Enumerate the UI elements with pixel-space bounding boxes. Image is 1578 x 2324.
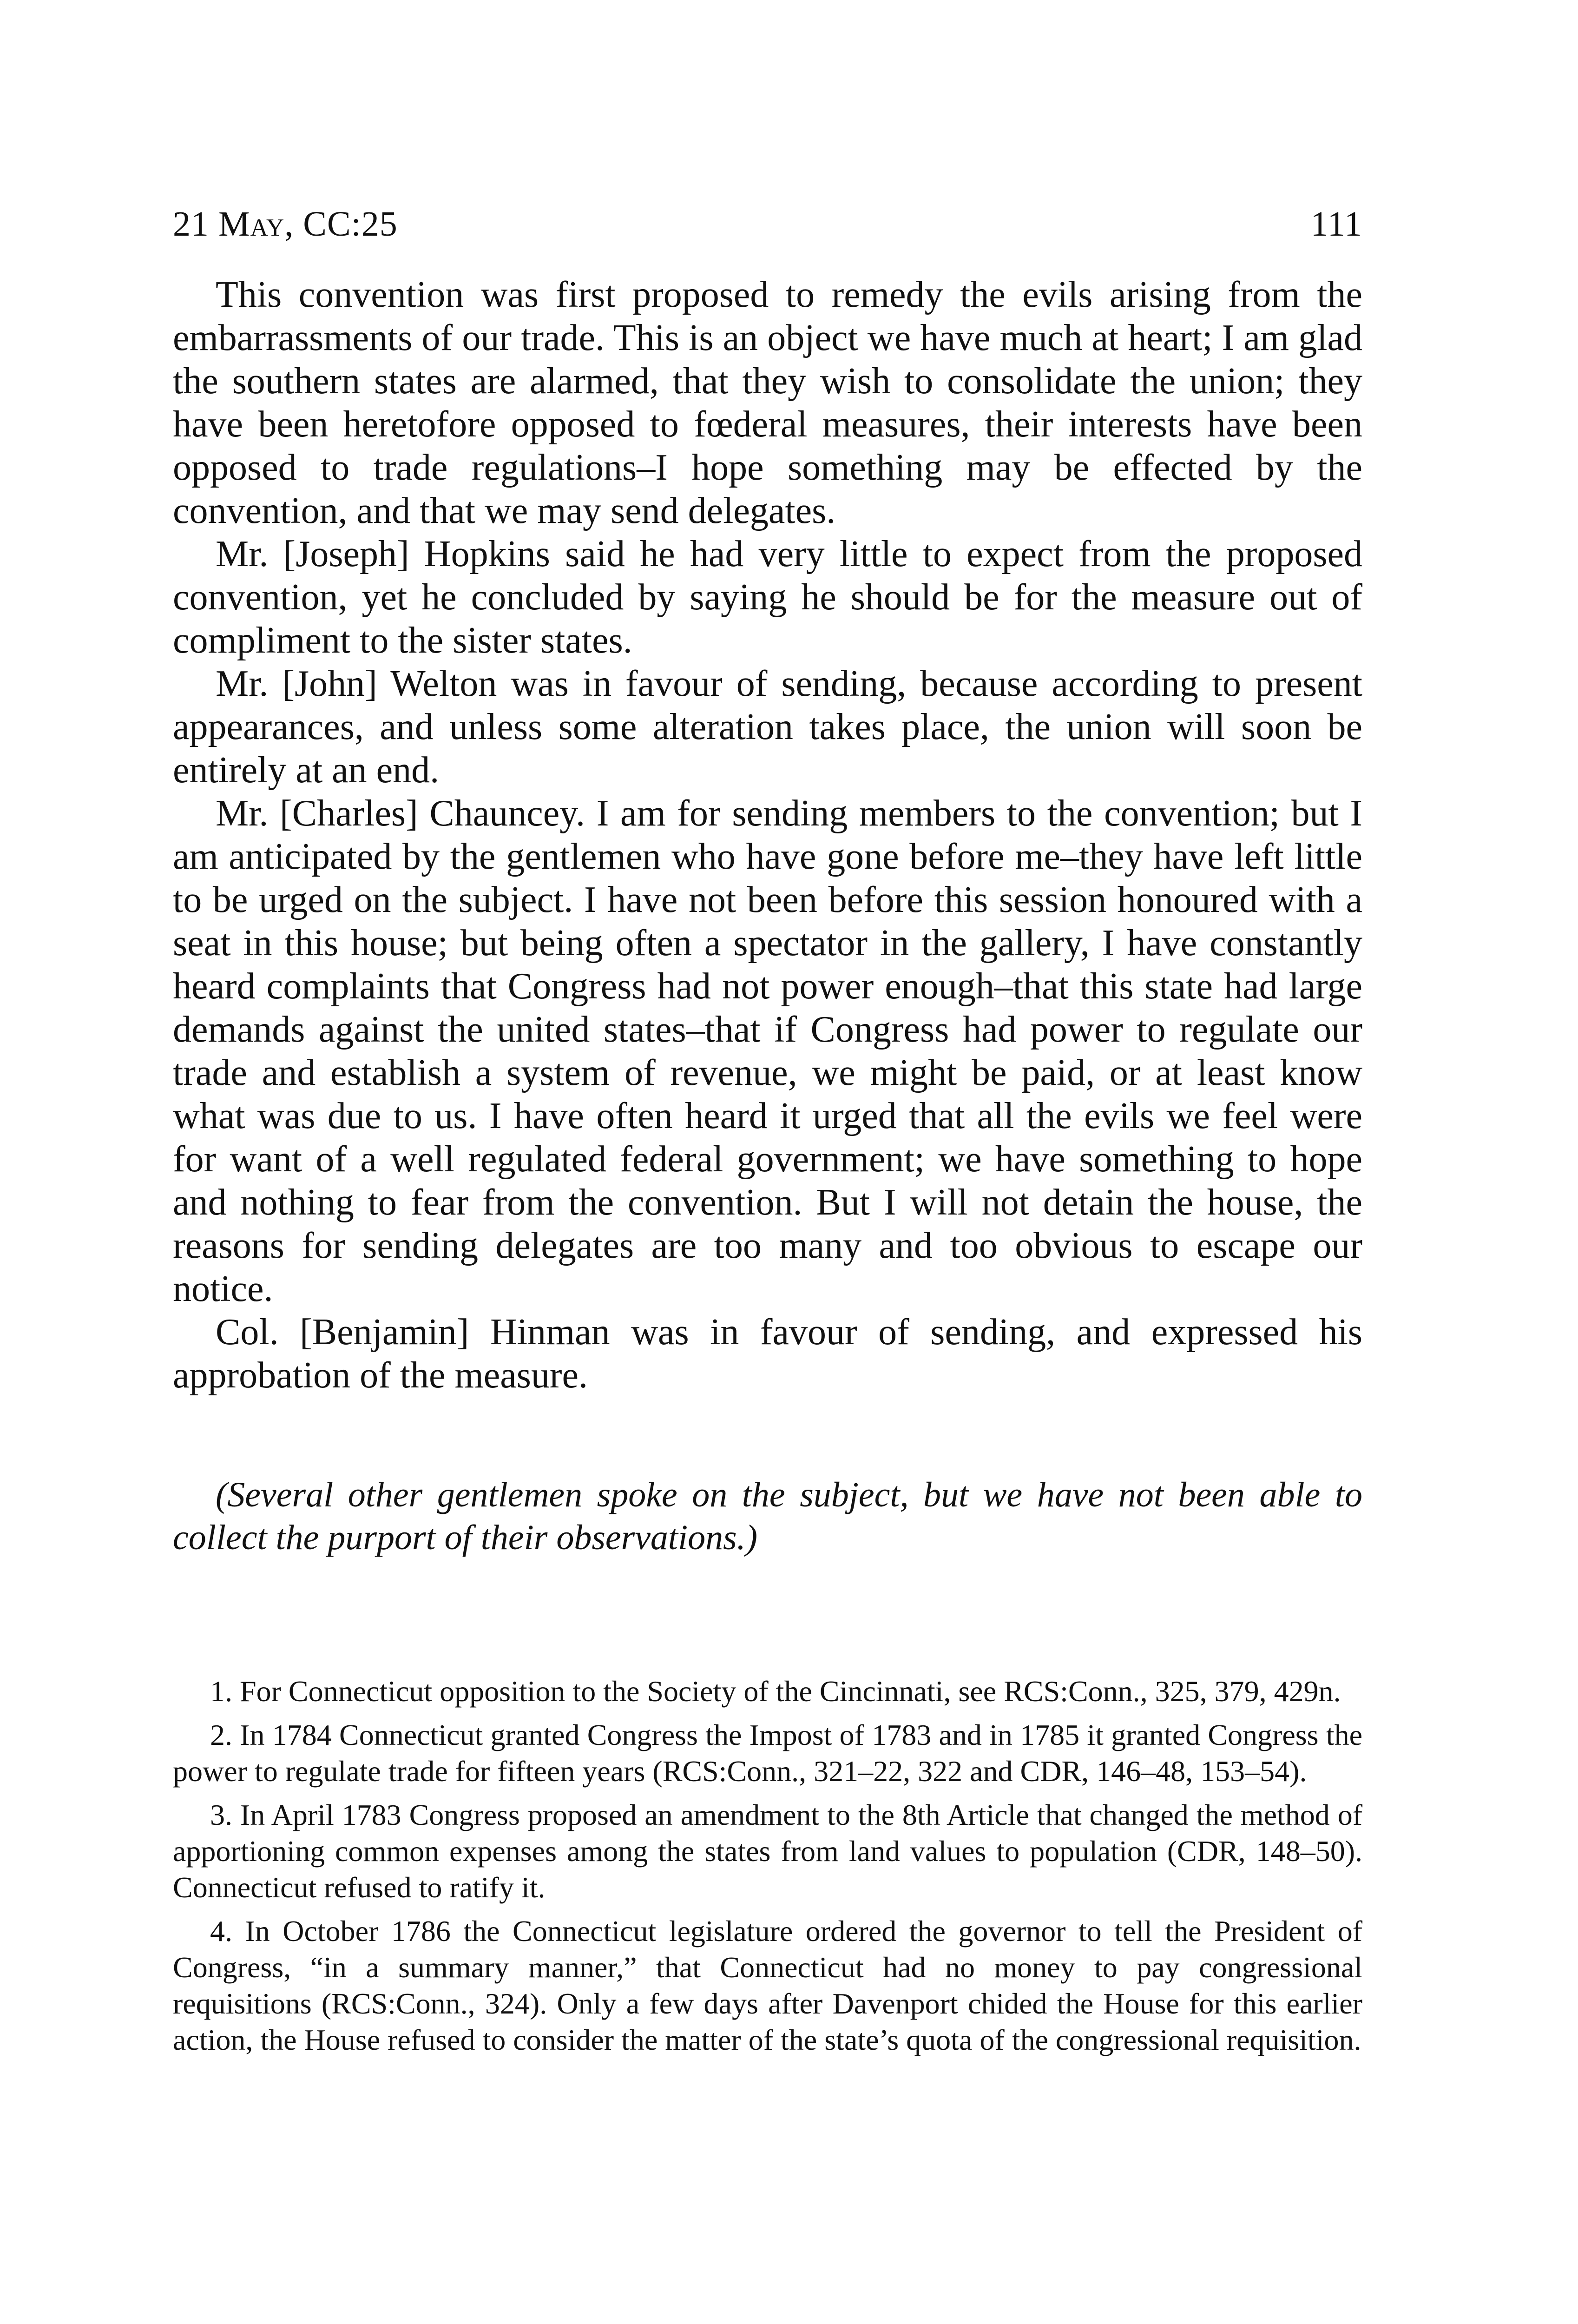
running-head xyxy=(173,201,1362,247)
footnote: 3. In April 1783 Congress proposed an amendment to the 8th Article that changed the method of apportioning common expenses among the states from land values to population (CDR, 148–50). Connecticut refused to ratify it. xyxy=(173,1798,1362,1904)
italic-editorial-note: (Several other gentlemen spoke on the subject, but we have not been able to collect the purport of their observations.) xyxy=(173,1475,1362,1557)
footnote: 4. In October 1786 the Connecticut legislature ordered the governor to tell the President of Congress, “in a summary manner,” that Connecticut had no money to pay congressional requisitions (RCS:Conn., 324). Only a few days after Davenport chided the House for this earlier action, the House refused to consider the matter of the state’s quota of the congressional requisition. xyxy=(173,1915,1362,2056)
footnotes xyxy=(173,1673,1362,2066)
body-paragraph: Mr. [John] Welton was in favour of sending, because according to present appearances, and unless some alteration takes place, the union will soon be entirely at an end. xyxy=(173,663,1362,791)
running-head-date: 21 xyxy=(173,205,218,244)
body-paragraph: This convention was first proposed to remedy the evils arising from the embarrassments of our trade. This is an object we have much at heart; I am glad the southern states are alarmed, that they wish to consolidate the union; they have been heretofore opposed to fœderal measures, their interests have been opposed to trade regulations–I hope something may be effected by the convention, and that we may send delegates. xyxy=(173,274,1362,531)
body-paragraph: Col. [Benjamin] Hinman was in favour of sending, and expressed his approbation of the measure. xyxy=(173,1312,1362,1396)
running-head-month: May xyxy=(218,205,285,244)
running-head-reference: , CC:25 xyxy=(284,205,398,244)
body-paragraph: Mr. [Charles] Chauncey. I am for sending members to the convention; but I am anticipated by the gentlemen who have gone before me–they have left little to be urged on the subject. I have not been before this session honoured with a seat in this house; but being often a spectator in the gallery, I have constantly heard complaints that Congress had not power enough–that this state had large demands against the united states–that if Congress had power to regulate our trade and establish a system of revenue, we might be paid, or at least know what was due to us. I have often heard it urged that all the evils we feel were for want of a well regulated federal government; we have something to hope and nothing to fear from the convention. But I will not detain the house, the reasons for sending delegates are too many and too obvious to escape our notice. xyxy=(173,793,1362,1309)
footnote: 2. In 1784 Connecticut granted Congress the Impost of 1783 and in 1785 it granted Congress the power to regulate trade for fifteen years (RCS:Conn., 321–22, 322 and CDR, 146–48, 153–54). xyxy=(173,1718,1362,1788)
page-number: 111 xyxy=(1310,205,1362,244)
body-text xyxy=(173,273,1362,1397)
running-head-left xyxy=(173,201,398,247)
footnote: 1. For Connecticut opposition to the Society of the Cincinnati, see RCS:Conn., 325, 379, 429n. xyxy=(210,1675,1341,1708)
body-paragraph: Mr. [Joseph] Hopkins said he had very little to expect from the proposed convention, yet he concluded by saying he should be for the measure out of compliment to the sister states. xyxy=(173,534,1362,661)
